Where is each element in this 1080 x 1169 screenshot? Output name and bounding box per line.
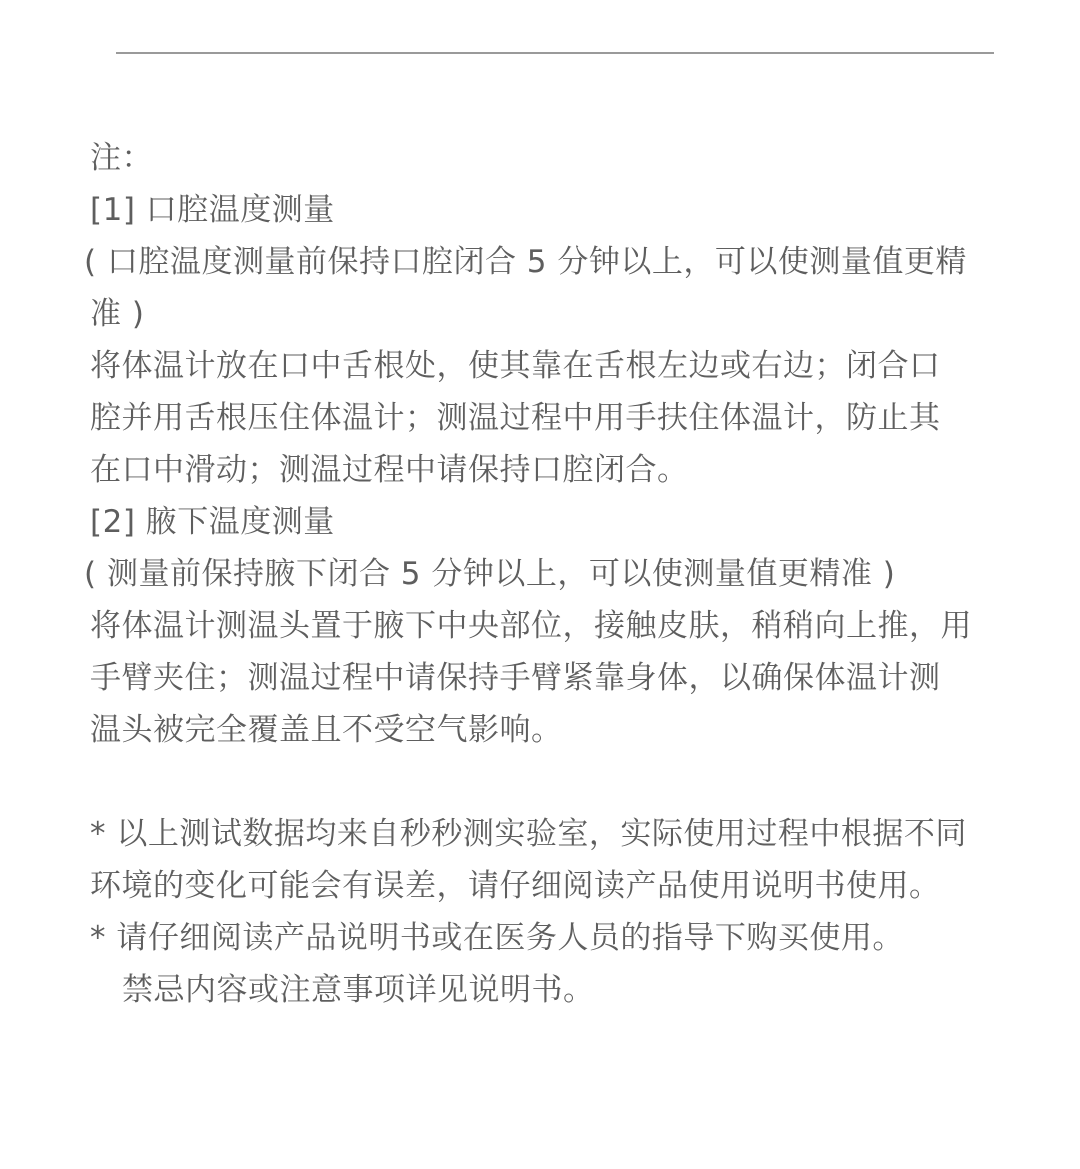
section1-tip-line: 准 )	[90, 296, 145, 332]
section2-body-line: 将体温计测温头置于腋下中央部位，接触皮肤，稍稍向上推，用	[90, 608, 972, 644]
section1-tip-line: ( 口腔温度测量前保持口腔闭合 5 分钟以上，可以使测量值更精	[84, 244, 967, 280]
section2-tip: ( 测量前保持腋下闭合 5 分钟以上，可以使测量值更精准 )	[84, 556, 896, 592]
section1-title: [1] 口腔温度测量	[90, 192, 335, 228]
section1-body-line: 在口中滑动；测温过程中请保持口腔闭合。	[90, 452, 689, 488]
section2-title: [2] 腋下温度测量	[90, 504, 335, 540]
notes-section	[0, 132, 1080, 1016]
top-divider	[116, 52, 994, 54]
disclaimer-line: 禁忌内容或注意事项详见说明书。	[122, 972, 595, 1008]
disclaimer-line: * 请仔细阅读产品说明书或在医务人员的指导下购买使用。	[90, 920, 904, 956]
section1-body-line: 腔并用舌根压住体温计；测温过程中用手扶住体温计，防止其	[90, 400, 941, 436]
disclaimer-line: * 以上测试数据均来自秒秒测实验室，实际使用过程中根据不同	[90, 816, 967, 852]
section2-body-line: 温头被完全覆盖且不受空气影响。	[90, 712, 563, 748]
spacer	[0, 756, 1080, 808]
section2-body-line: 手臂夹住；测温过程中请保持手臂紧靠身体，以确保体温计测	[90, 660, 941, 696]
note-label: 注：	[90, 140, 153, 176]
section1-body-line: 将体温计放在口中舌根处，使其靠在舌根左边或右边；闭合口	[90, 348, 941, 384]
disclaimer-line: 环境的变化可能会有误差，请仔细阅读产品使用说明书使用。	[90, 868, 941, 904]
